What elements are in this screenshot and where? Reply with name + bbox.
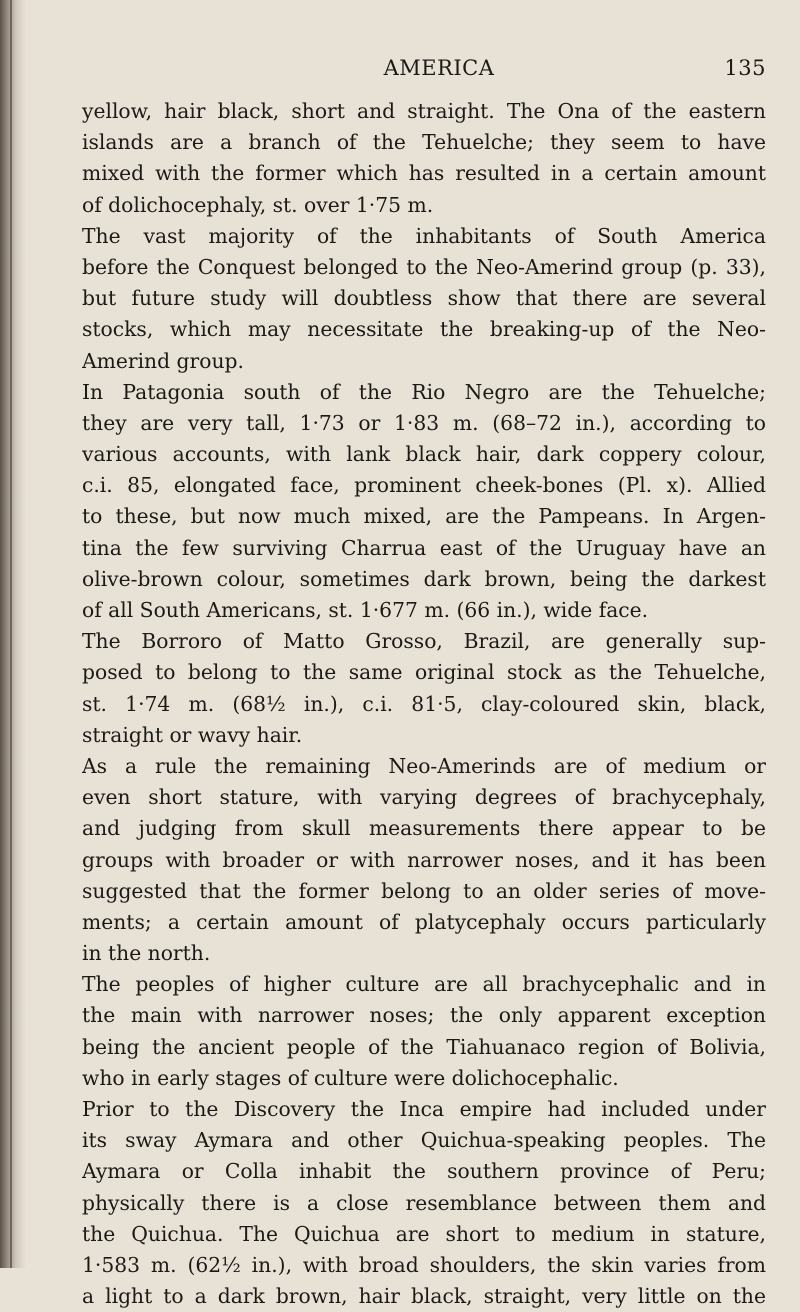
text-line: Amerind group. <box>82 348 244 373</box>
text-line: who in early stages of culture were dolichocephalic. <box>82 1065 619 1090</box>
text-line: its sway Aymara and other Quichua-speaking peoples. The <box>82 1128 766 1153</box>
text-line: yellow, hair black, short and straight. The Ona of the eastern <box>82 99 766 123</box>
text-line: of dolichocephaly, st. over 1·75 m. <box>82 192 434 217</box>
text-line: The vast majority of the inhabitants of South America <box>82 223 766 248</box>
book-spine-edge <box>10 0 12 1268</box>
text-line: straight or wavy hair. <box>82 722 303 747</box>
text-line: being the ancient people of the Tiahuanaco region of Bolivia, <box>82 1034 766 1059</box>
text-line: In Patagonia south of the Rio Negro are the Tehuelche; <box>82 379 766 404</box>
text-line: groups with broader or with narrower noses, and it has been <box>82 847 766 872</box>
text-line: tina the few surviving Charrua east of the Uruguay have an <box>82 535 766 560</box>
text-line: before the Conquest belonged to the Neo-Amerind group (p. 33), <box>82 254 766 279</box>
body-text <box>82 96 766 1312</box>
text-line: olive-brown colour, sometimes dark brown, being the darkest <box>82 566 766 591</box>
text-line: islands are a branch of the Tehuelche; they seem to have <box>82 130 766 155</box>
text-line: mixed with the former which has resulted in a certain amount <box>82 161 766 186</box>
text-line: and judging from skull measurements there appear to be <box>82 816 766 841</box>
text-line: The peoples of higher culture are all brachycephalic and in <box>82 972 766 997</box>
text-line: As a rule the remaining Neo-Amerinds are of medium or <box>82 753 766 778</box>
text-line: ments; a certain amount of platycephaly occurs particularly <box>82 909 766 934</box>
book-gutter-shadow <box>0 0 26 1268</box>
text-line: the Quichua. The Quichua are short to medium in stature, <box>82 1221 766 1246</box>
text-line: c.i. 85, elongated face, prominent cheek-bones (Pl. x). Allied <box>82 473 766 498</box>
text-line: they are very tall, 1·73 or 1·83 m. (68–72 in.), according to <box>82 410 766 435</box>
text-line: Prior to the Discovery the Inca empire had included under <box>82 1097 766 1121</box>
text-line: st. 1·74 m. (68½ in.), c.i. 81·5, clay-coloured skin, black, <box>82 691 766 716</box>
text-line: Aymara or Colla inhabit the southern province of Peru; <box>82 1159 766 1184</box>
text-line: suggested that the former belong to an older series of move- <box>82 878 766 903</box>
text-line: to these, but now much mixed, are the Pampeans. In Argen- <box>82 504 766 529</box>
running-head: AMERICA <box>383 56 495 80</box>
text-line: of all South Americans, st. 1·677 m. (66 in.), wide face. <box>82 598 649 622</box>
text-line: in the north. <box>82 941 211 966</box>
text-line: a light to a dark brown, hair black, straight, very little on the <box>82 1284 766 1309</box>
page-header <box>82 56 766 88</box>
text-line: but future study will doubtless show that there are several <box>82 286 766 311</box>
text-line: the main with narrower noses; the only apparent exception <box>82 1003 766 1028</box>
text-line: 1·583 m. (62½ in.), with broad shoulders, the skin varies from <box>82 1252 766 1277</box>
text-line: even short stature, with varying degrees of brachycephaly, <box>82 785 766 810</box>
text-line: various accounts, with lank black hair, dark coppery colour, <box>82 442 766 467</box>
text-line: physically there is a close resemblance between them and <box>82 1190 766 1215</box>
text-line: stocks, which may necessitate the breaking-up of the Neo- <box>82 317 766 342</box>
page-number: 135 <box>724 56 766 80</box>
text-line: posed to belong to the same original stock as the Tehuelche, <box>82 660 766 685</box>
book-page <box>82 56 766 1312</box>
text-line: The Borroro of Matto Grosso, Brazil, are generally sup- <box>82 629 766 654</box>
